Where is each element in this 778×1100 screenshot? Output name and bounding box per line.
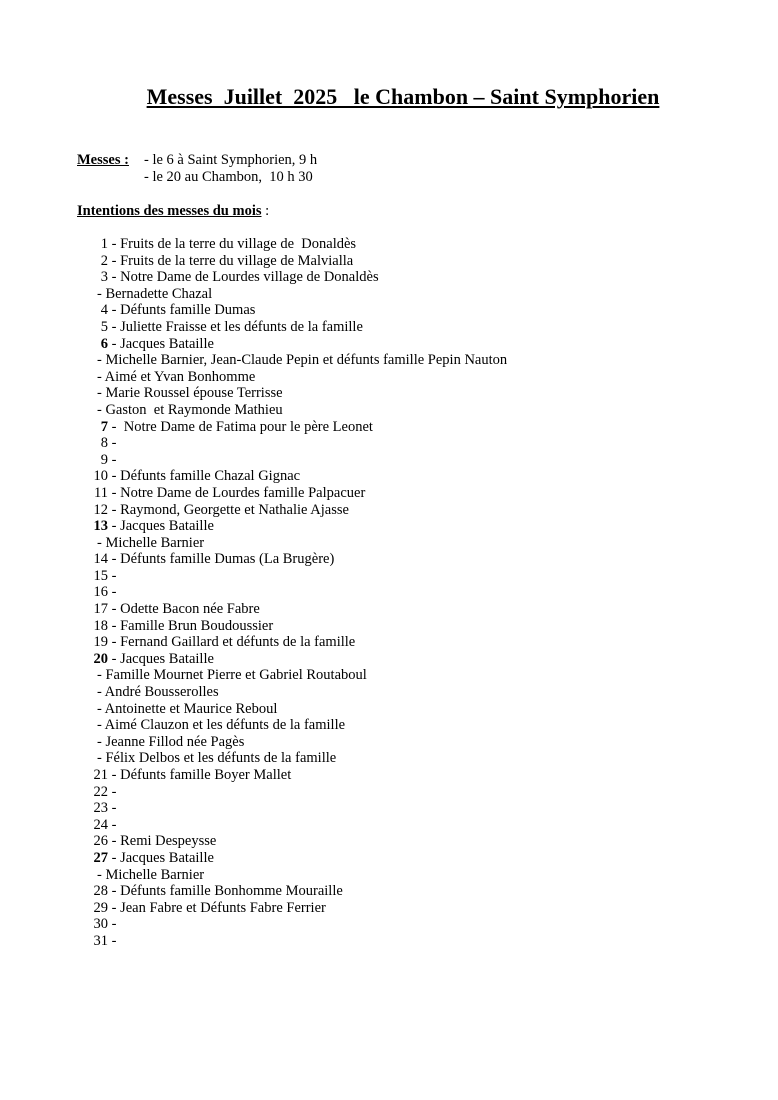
intention-subrow xyxy=(77,369,507,386)
day-number: 4 xyxy=(100,302,108,319)
masses-label xyxy=(77,152,144,169)
intention-subtext: - Famille Mournet Pierre et Gabriel Routaboul xyxy=(97,667,367,684)
dash-separator: - xyxy=(108,236,121,252)
intention-subtext: - Jeanne Fillod née Pagès xyxy=(97,733,245,750)
dash-separator: - xyxy=(108,418,121,435)
intention-subtext: - Antoinette et Maurice Reboul xyxy=(97,700,278,717)
dash-separator: - xyxy=(108,932,121,949)
day-number: 29 xyxy=(93,899,108,916)
dash-separator: - xyxy=(108,302,121,319)
dash-separator: - xyxy=(108,650,121,667)
intention-subrow xyxy=(77,402,507,419)
dash-separator: - xyxy=(108,335,121,352)
masses-schedule xyxy=(77,152,317,186)
intention-row xyxy=(77,419,507,436)
dash-separator: - xyxy=(108,816,121,833)
dash-separator: - xyxy=(108,916,121,933)
intention-text: Raymond, Georgette et Nathalie Ajasse xyxy=(120,501,349,518)
day-number: 31 xyxy=(93,932,108,949)
dash-separator: - xyxy=(108,584,121,601)
dash-separator: - xyxy=(108,484,121,501)
intention-row xyxy=(77,336,507,353)
day-number: 26 xyxy=(93,833,108,850)
dash-separator: - xyxy=(108,617,121,634)
dash-separator: - xyxy=(108,601,121,618)
intention-row xyxy=(77,767,507,784)
day-number: 27 xyxy=(93,849,108,866)
dash-separator: - xyxy=(108,501,121,518)
intention-row xyxy=(77,502,507,519)
intention-text: Défunts famille Dumas (La Brugère) xyxy=(120,551,335,568)
day-number: 6 xyxy=(100,335,108,352)
dash-separator: - xyxy=(108,833,121,850)
intention-text: Notre Dame de Lourdes famille Palpacuer xyxy=(120,484,366,501)
intention-subtext: - André Bousserolles xyxy=(97,684,219,701)
intention-row xyxy=(77,833,507,850)
day-number: 5 xyxy=(100,318,108,335)
day-number: 1 xyxy=(100,236,108,252)
day-number: 28 xyxy=(93,883,108,900)
dash-separator: - xyxy=(108,468,121,485)
intention-row xyxy=(77,568,507,585)
page-title: Messes Juillet 2025 le Chambon – Saint Symphorien xyxy=(146,84,660,109)
dash-separator: - xyxy=(108,849,121,866)
intention-subtext: - Félix Delbos et les défunts de la famille xyxy=(97,750,337,767)
day-number: 24 xyxy=(93,816,108,833)
day-number: 3 xyxy=(100,269,108,286)
intention-text: Défunts famille Dumas xyxy=(120,302,256,319)
intention-row xyxy=(77,900,507,917)
intention-text: Notre Dame de Fatima pour le père Leonet xyxy=(120,418,373,435)
dash-separator: - xyxy=(108,518,121,535)
intention-subtext: - Aimé et Yvan Bonhomme xyxy=(97,368,256,385)
day-number: 17 xyxy=(93,601,108,618)
intention-text: Fruits de la terre du village de Malvialla xyxy=(120,252,354,269)
day-number: 22 xyxy=(93,783,108,800)
intentions-heading-suffix: : xyxy=(261,203,270,219)
intention-text: Défunts famille Boyer Mallet xyxy=(120,767,292,783)
intention-subrow xyxy=(77,684,507,701)
intention-row xyxy=(77,784,507,801)
intention-row xyxy=(77,551,507,568)
day-number: 21 xyxy=(93,767,108,783)
intention-text: Jacques Bataille xyxy=(120,650,214,667)
intention-subtext: - Michelle Barnier xyxy=(97,534,205,551)
dash-separator: - xyxy=(108,269,121,286)
day-number: 16 xyxy=(93,584,108,601)
dash-separator: - xyxy=(108,318,121,335)
intention-text: Remi Despeysse xyxy=(120,833,217,850)
intentions-heading-text: Intentions des messes du mois xyxy=(77,203,262,219)
intention-text: Juliette Fraisse et les défunts de la famille xyxy=(120,318,363,335)
intention-text: Jacques Bataille xyxy=(120,335,214,352)
intention-row xyxy=(77,452,507,469)
day-number: 12 xyxy=(93,501,108,518)
dash-separator: - xyxy=(108,767,121,783)
intention-row xyxy=(77,601,507,618)
intention-text: Jean Fabre et Défunts Fabre Ferrier xyxy=(120,899,326,916)
day-number: 8 xyxy=(100,435,108,452)
intention-row xyxy=(77,634,507,651)
day-number: 15 xyxy=(93,567,108,584)
intention-subrow xyxy=(77,867,507,884)
day-number: 30 xyxy=(93,916,108,933)
intention-subrow xyxy=(77,734,507,751)
intention-row xyxy=(77,651,507,668)
intention-subrow xyxy=(77,701,507,718)
day-number: 9 xyxy=(100,451,108,468)
mass-line: - le 20 au Chambon, 10 h 30 xyxy=(144,169,313,185)
day-number: 20 xyxy=(93,650,108,667)
day-number: 19 xyxy=(93,634,108,651)
intention-row xyxy=(77,800,507,817)
intention-row xyxy=(77,817,507,834)
intention-text: Jacques Bataille xyxy=(120,518,214,535)
intention-subtext: - Michelle Barnier xyxy=(97,866,205,883)
intention-row xyxy=(77,618,507,635)
dash-separator: - xyxy=(108,634,121,651)
intention-row xyxy=(77,319,507,336)
day-number: 18 xyxy=(93,617,108,634)
intention-text: Famille Brun Boudoussier xyxy=(120,617,274,634)
intention-subtext: - Aimé Clauzon et les défunts de la famille xyxy=(97,717,346,734)
intention-row xyxy=(77,269,507,286)
day-number: 2 xyxy=(100,252,108,269)
day-number: 10 xyxy=(93,468,108,485)
day-number: 7 xyxy=(100,418,108,435)
intention-subrow xyxy=(77,352,507,369)
intentions-list xyxy=(77,236,507,950)
intention-text: Fernand Gaillard et défunts de la famille xyxy=(120,634,356,651)
dash-separator: - xyxy=(108,451,121,468)
intention-text: Défunts famille Chazal Gignac xyxy=(120,468,301,485)
day-number: 13 xyxy=(93,518,108,535)
intention-row xyxy=(77,236,507,253)
dash-separator: - xyxy=(108,899,121,916)
intention-row xyxy=(77,883,507,900)
intention-row xyxy=(77,435,507,452)
intention-subrow xyxy=(77,535,507,552)
masses-row xyxy=(77,152,317,169)
intention-text: Fruits de la terre du village de Donaldès xyxy=(120,236,357,252)
intentions-heading xyxy=(77,203,269,220)
intention-text: Défunts famille Bonhomme Mouraille xyxy=(120,883,343,900)
dash-separator: - xyxy=(108,567,121,584)
intention-row xyxy=(77,302,507,319)
intention-row xyxy=(77,485,507,502)
intention-subrow xyxy=(77,385,507,402)
mass-line: - le 6 à Saint Symphorien, 9 h xyxy=(144,152,318,168)
intention-subrow xyxy=(77,717,507,734)
intention-subtext: - Bernadette Chazal xyxy=(97,285,213,302)
intention-row xyxy=(77,933,507,950)
day-number: 14 xyxy=(93,551,108,568)
intention-subrow xyxy=(77,667,507,684)
masses-row xyxy=(77,169,317,186)
dash-separator: - xyxy=(108,551,121,568)
intention-row xyxy=(77,468,507,485)
intention-text: Jacques Bataille xyxy=(120,849,214,866)
intention-subrow xyxy=(77,750,507,767)
day-number: 11 xyxy=(94,484,108,501)
intention-text: Odette Bacon née Fabre xyxy=(120,601,260,618)
intention-subtext: - Michelle Barnier, Jean-Claude Pepin et défunts famille Pepin Nauton xyxy=(97,352,508,369)
intention-subtext: - Marie Roussel épouse Terrisse xyxy=(97,385,283,402)
intention-row xyxy=(77,916,507,933)
intention-row xyxy=(77,253,507,270)
intention-text: Notre Dame de Lourdes village de Donaldès xyxy=(120,269,379,286)
dash-separator: - xyxy=(108,800,121,817)
dash-separator: - xyxy=(108,435,121,452)
dash-separator: - xyxy=(108,883,121,900)
intention-subtext: - Gaston et Raymonde Mathieu xyxy=(97,401,283,418)
masses-label-text: Messes xyxy=(77,152,121,168)
intention-row xyxy=(77,850,507,867)
intention-row xyxy=(77,518,507,535)
masses-colon: : xyxy=(120,152,129,168)
day-number: 23 xyxy=(93,800,108,817)
intention-row xyxy=(77,584,507,601)
dash-separator: - xyxy=(108,783,121,800)
dash-separator: - xyxy=(108,252,121,269)
spacer xyxy=(77,169,144,186)
intention-subrow xyxy=(77,286,507,303)
